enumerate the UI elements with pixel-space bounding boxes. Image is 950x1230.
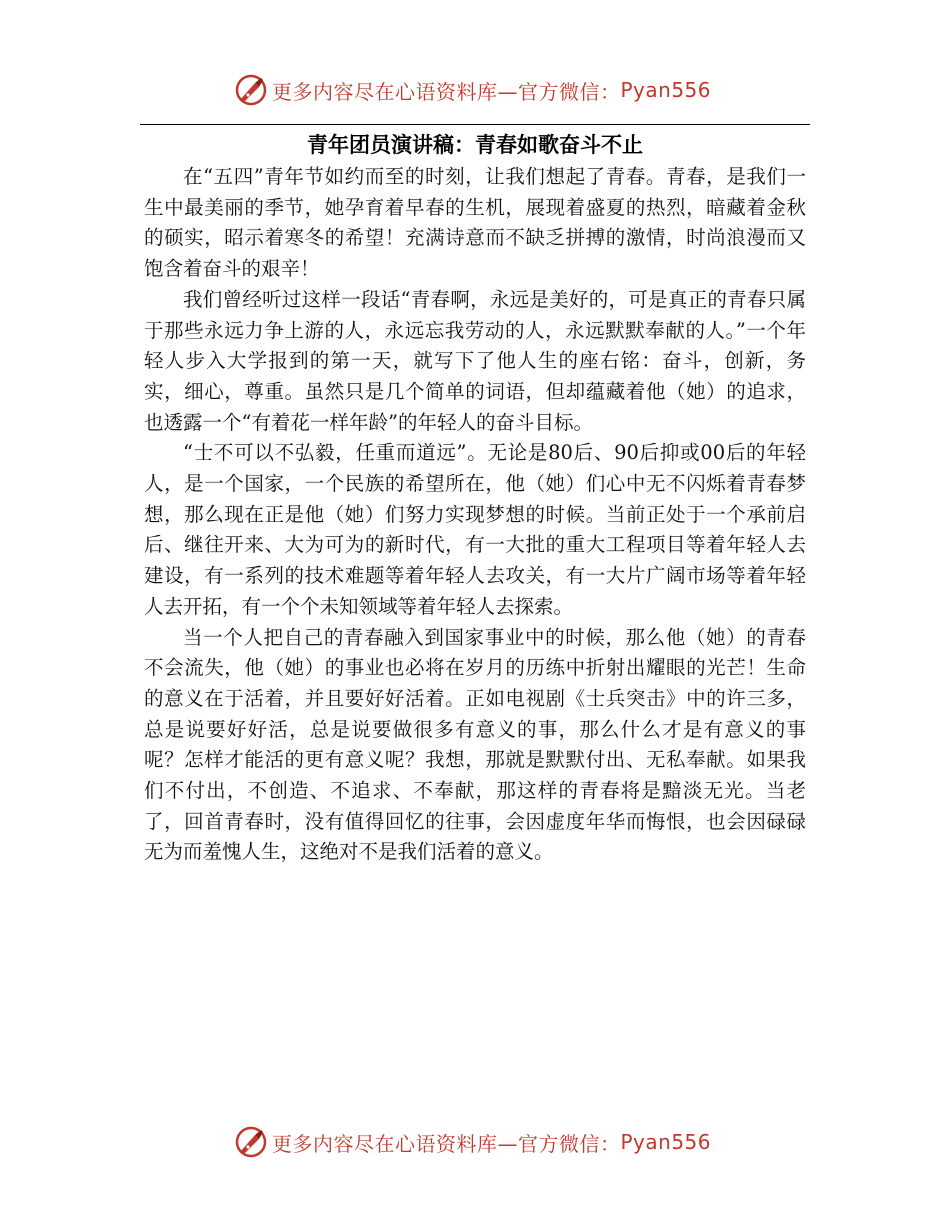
footer-banner-content: [234, 1122, 711, 1162]
paragraph-2: 我们曾经听过这样一段话“青春啊，永远是美好的，可是真正的青春只属于那些永远力争上游的人，永远忘我劳动的人，永远默默奉献的人。”一个年轻人步入大学报到的第一天，就写下了他人生的座右铭：奋斗，创新，务实，细心，尊重。虽然只是几个简单的词语，但却蕴藏着他（她）的追求，也透露一个“有着花一样年龄”的年轻人的奋斗目标。: [144, 287, 806, 434]
pen-nib-logo-icon: [234, 1125, 268, 1159]
document-title: 青年团员演讲稿：青春如歌奋斗不止: [307, 133, 643, 157]
footer-banner-text: 更多内容尽在心语资料库—官方微信：: [272, 1131, 621, 1156]
header-banner-text: 更多内容尽在心语资料库—官方微信：: [272, 79, 621, 104]
pen-nib-logo-icon: [234, 73, 268, 107]
document-body: [144, 162, 806, 868]
header-banner-content: [234, 70, 711, 110]
footer-banner-account: Pyan556: [620, 1130, 712, 1154]
paragraph-1: 在“五四”青年节如约而至的时刻，让我们想起了青春。青春，是我们一生中最美丽的季节，她孕育着早春的生机，展现着盛夏的热烈，暗藏着金秋的硕实，昭示着寒冬的希望！充满诗意而不缺乏拼搏的激情，时尚浪漫而又饱含着奋斗的艰辛！: [144, 165, 806, 281]
title-rule: [140, 124, 810, 125]
header-banner: [0, 70, 950, 110]
footer-banner: [0, 1122, 950, 1162]
paragraph-4: 当一个人把自己的青春融入到国家事业中的时候，那么他（她）的青春不会流失，他（她）的事业也必将在岁月的历练中折射出耀眼的光芒！生命的意义在于活着，并且要好好活着。正如电视剧《士兵突击》中的许三多，总是说要好好活，总是说要做很多有意义的事，那么什么才是有意义的事呢？怎样才能活的更有意义呢？我想，那就是默默付出、无私奉献。如果我们不付出，不创造、不追求、不奉献，那这样的青春将是黯淡无光。当老了，回首青春时，没有值得回忆的往事，会因虚度年华而悔恨，也会因碌碌无为而羞愧人生，这绝对不是我们活着的意义。: [144, 625, 806, 864]
header-banner-account: Pyan556: [620, 78, 712, 102]
paragraph-3: “士不可以不弘毅，任重而道远”。无论是80后、90后抑或00后的年轻人，是一个国家，一个民族的希望所在，他（她）们心中无不闪烁着青春梦想，那么现在正是他（她）们努力实现梦想的时候。当前正处于一个承前启后、继往开来、大为可为的新时代，有一大批的重大工程项目等着年轻人去建设，有一系列的技术难题等着年轻人去攻关，有一大片广阔市场等着年轻人去开拓，有一个个未知领域等着年轻人去探索。: [144, 441, 806, 618]
